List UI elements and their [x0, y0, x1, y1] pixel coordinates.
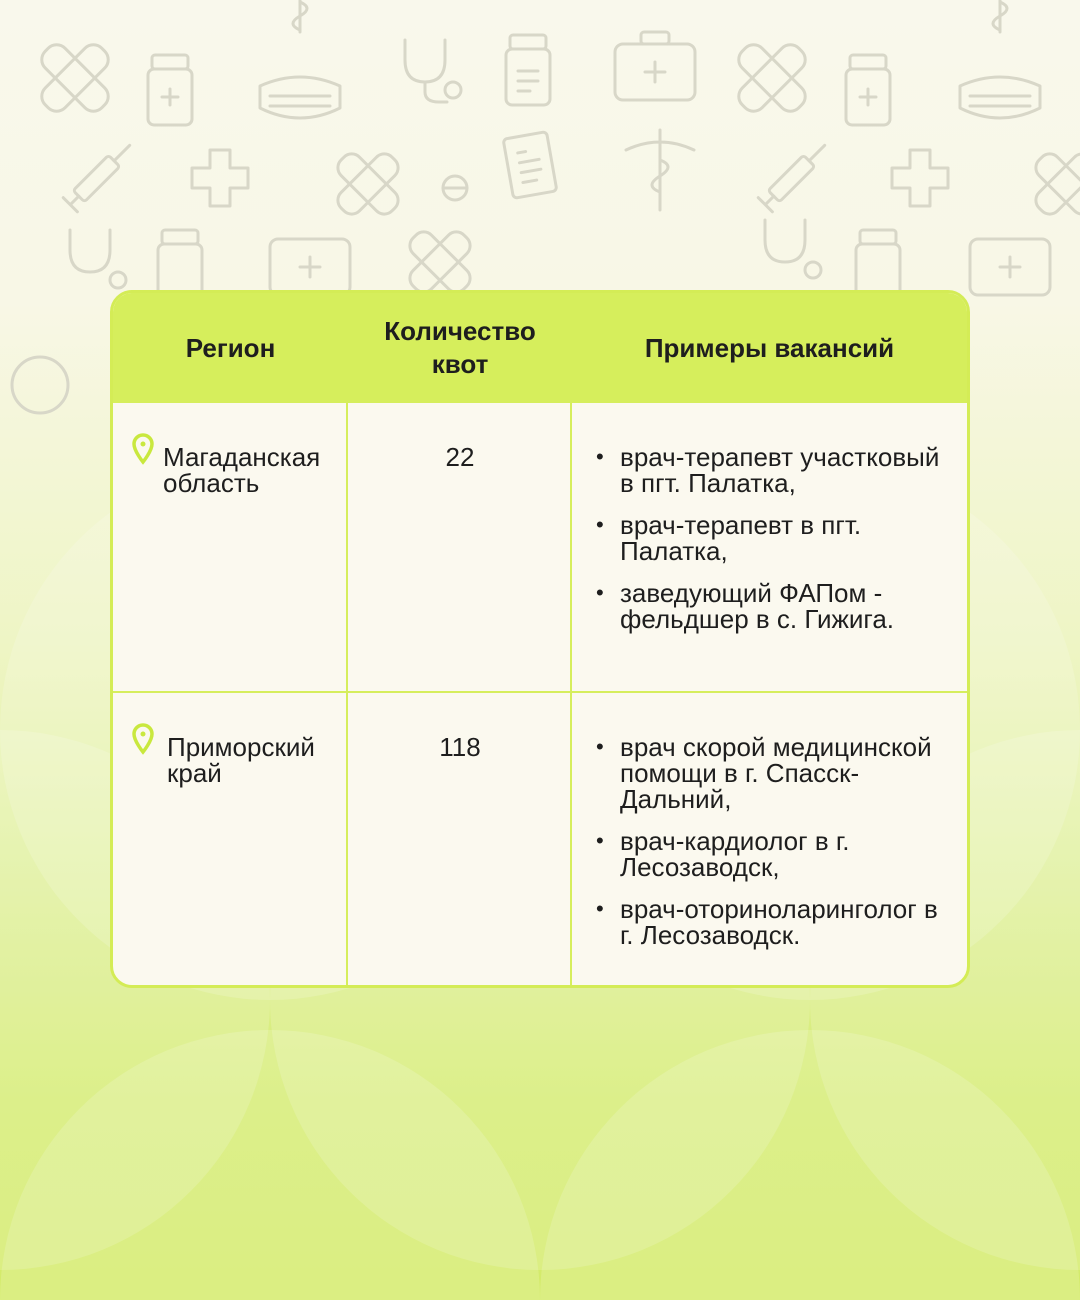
header-region-label: Регион: [185, 332, 276, 363]
header-region: [113, 293, 348, 403]
location-pin-icon: [132, 723, 154, 755]
vacancy-item: • заведующий ФАПом - фельдшер в с. Гижига.: [572, 580, 942, 632]
vacancy-item: • врач-терапевт в пгт. Палатка,: [572, 512, 942, 564]
vacancy-item: • врач скорой медицинской помощи в г. Спасск-Дальний,: [572, 734, 952, 812]
header-quotas-label: Количество квот: [384, 316, 536, 379]
region-name: Магаданская область: [163, 442, 321, 498]
header-vacancies: [572, 293, 967, 403]
table-row: [113, 693, 967, 985]
table-header: [113, 293, 967, 403]
location-pin-icon: [132, 433, 154, 465]
vacancy-list: [572, 734, 952, 964]
quota-table: [110, 290, 970, 988]
table-row: [113, 403, 967, 691]
vacancy-list: [572, 444, 942, 648]
region-name: Приморский край: [167, 732, 315, 788]
header-quotas: [348, 293, 572, 403]
quota-count: 22: [445, 442, 475, 472]
vacancy-item: • врач-кардиолог в г. Лесозаводск,: [572, 828, 952, 880]
vacancy-item: • врач-терапевт участковый в пгт. Палатка,: [572, 444, 942, 496]
header-vacancies-label: Примеры вакансий: [644, 332, 895, 363]
quota-count: 118: [439, 732, 481, 762]
vacancy-item: • врач-оториноларинголог в г. Лесозаводск.: [572, 896, 952, 948]
